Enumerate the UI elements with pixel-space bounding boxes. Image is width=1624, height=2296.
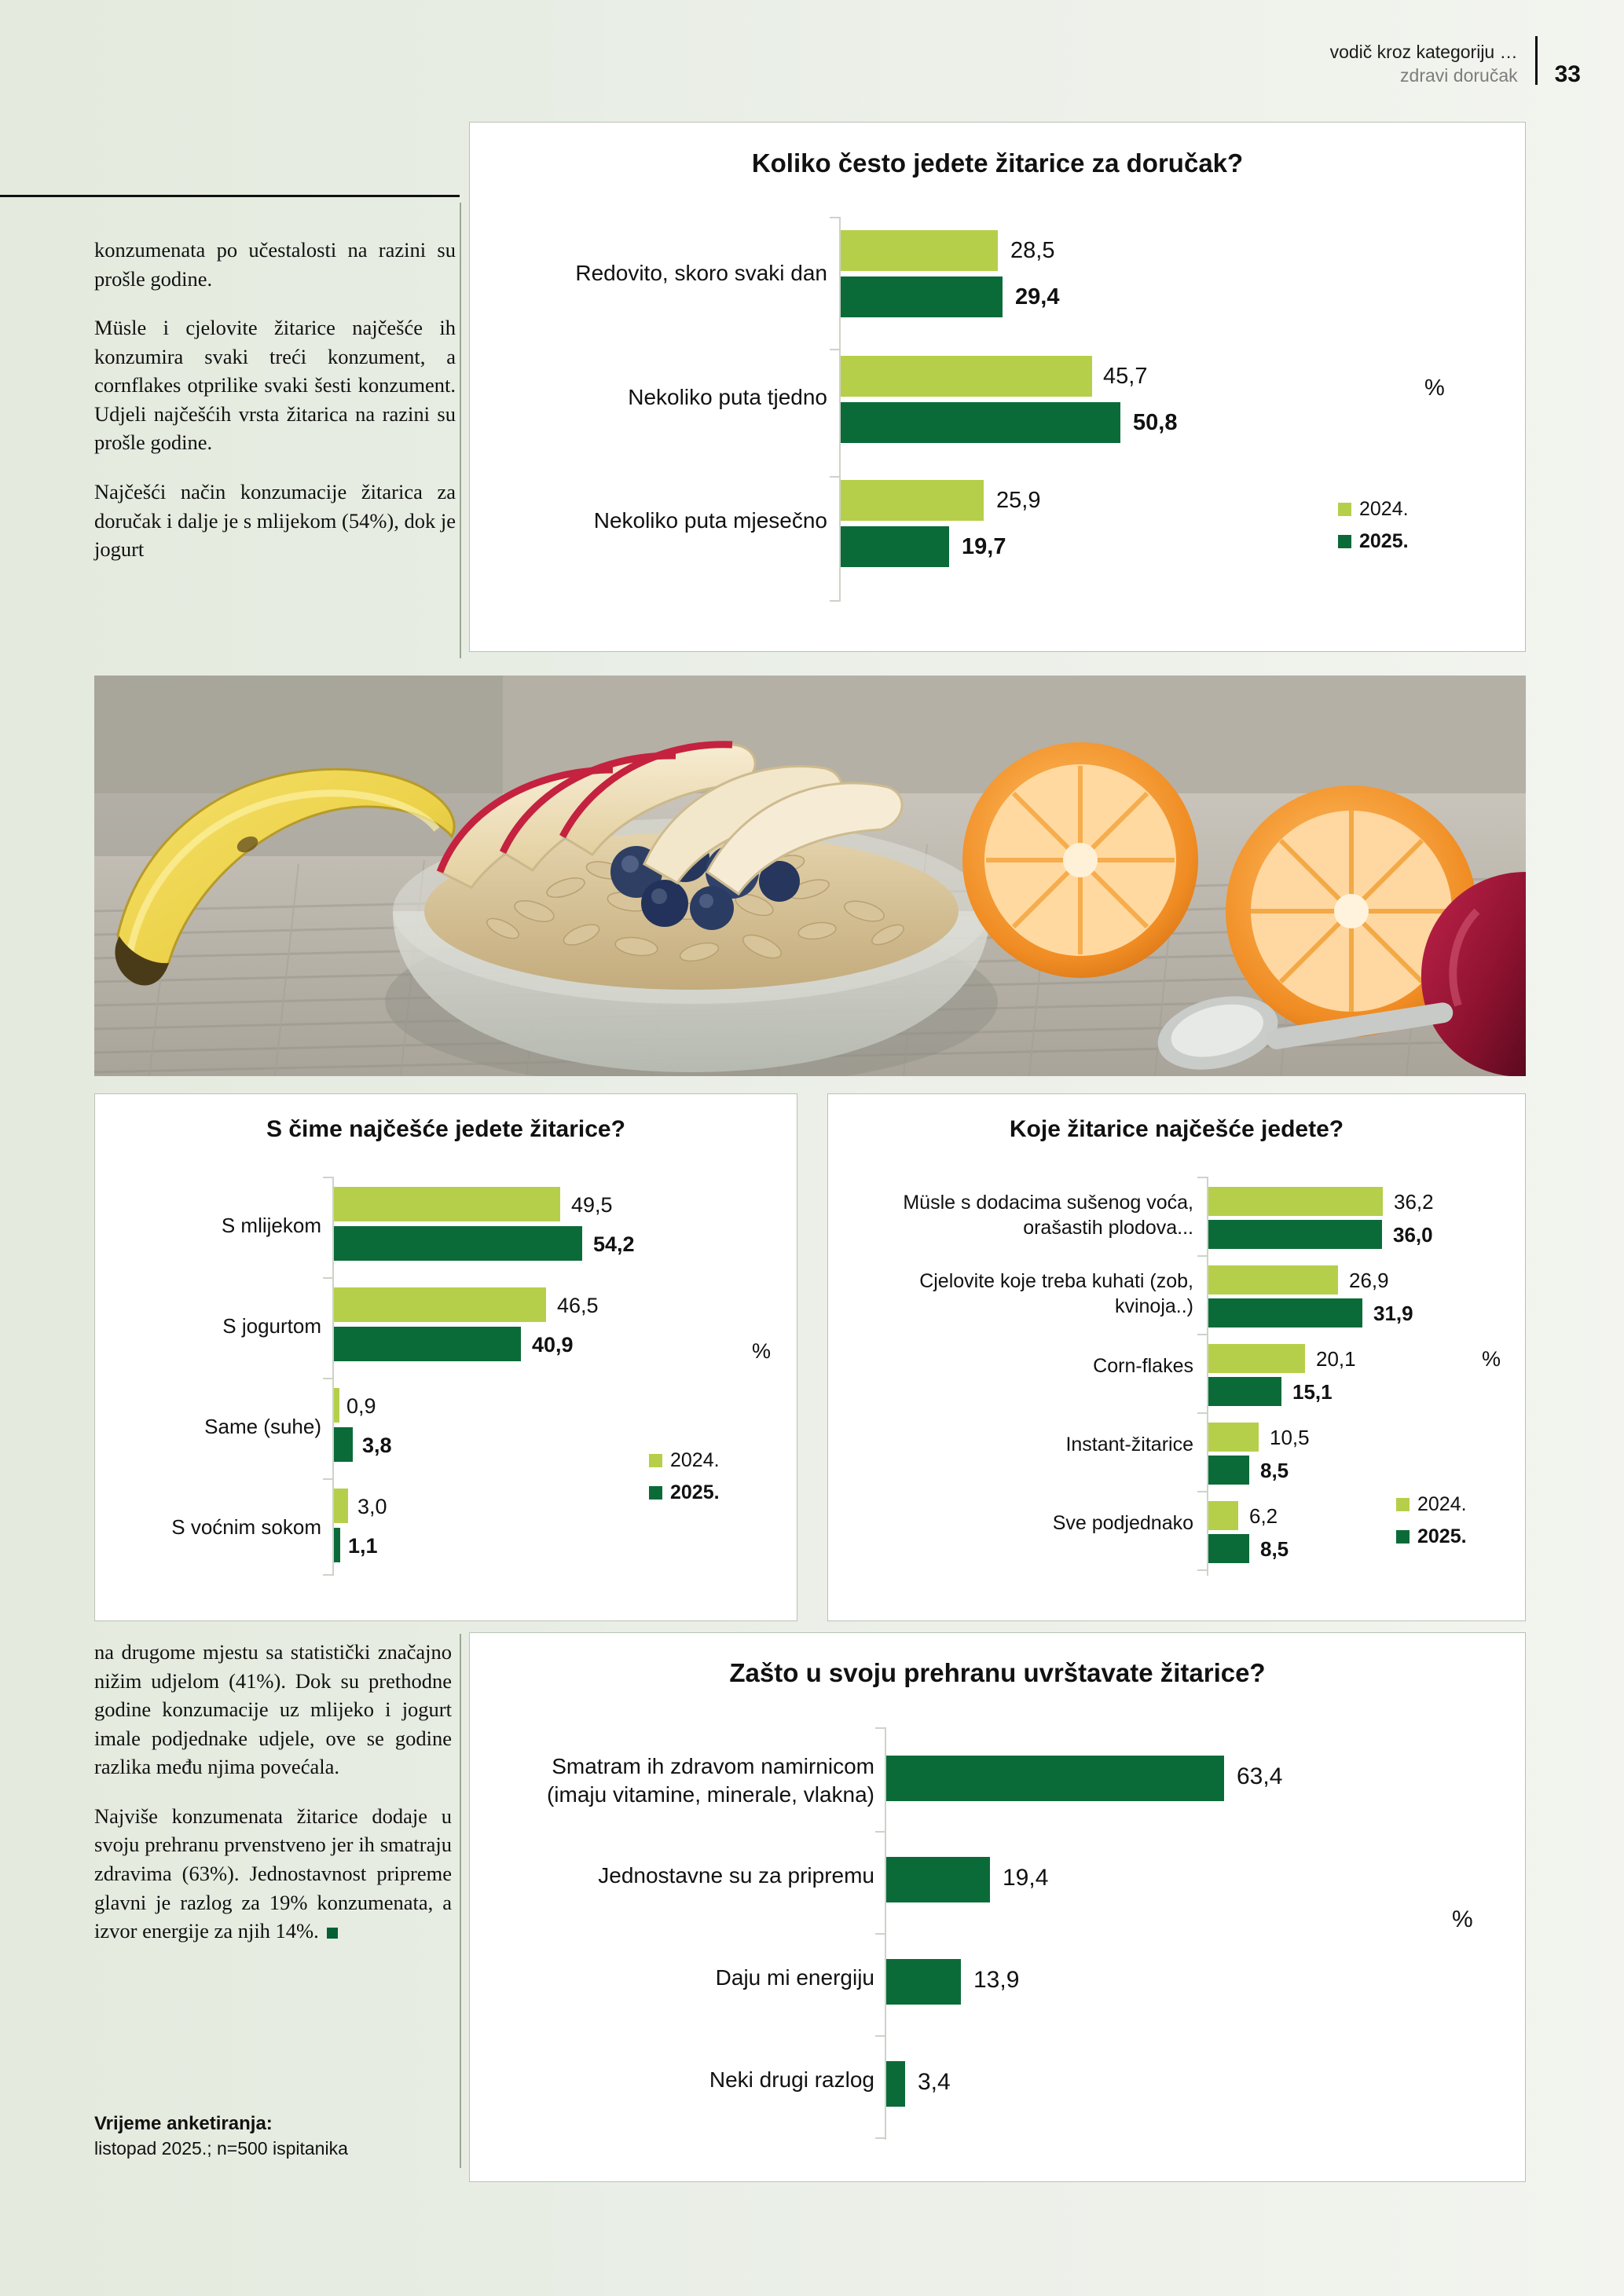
- bar-frequency-2025-2: [841, 526, 949, 567]
- bar-frequency-2024-2: [841, 480, 984, 521]
- bar-why-cereals-1: [886, 1857, 990, 1902]
- bar-value-with-what-2025-0: 54,2: [593, 1232, 635, 1256]
- legend-label-2025: 2025.: [1359, 530, 1409, 552]
- bar-value-frequency-2025-2: 19,7: [962, 534, 1006, 559]
- axis-tick: [830, 349, 839, 350]
- category-label-which-cereals-1: Cjelovite koje treba kuhati (zob, kvinoja..): [919, 1270, 1193, 1317]
- category-label-with-what-0: S mlijekom: [221, 1214, 321, 1237]
- header-line-2: zdravi doručak: [1400, 64, 1518, 86]
- legend-item-2024: [1338, 498, 1409, 521]
- axis-tick: [875, 1933, 885, 1935]
- bar-value-which-cereals-2024-2: 20,1: [1316, 1347, 1356, 1371]
- bar-value-which-cereals-2025-4: 8,5: [1260, 1537, 1289, 1561]
- bar-with-what-2024-2: [334, 1388, 339, 1423]
- bar-frequency-2024-1: [841, 356, 1092, 397]
- category-label-why-cereals-0: Smatram ih zdravom namirnicom (imaju vitamine, minerale, vlakna): [546, 1754, 874, 1807]
- bar-why-cereals-0: [886, 1756, 1224, 1801]
- category-label-with-what-2: Same (suhe): [204, 1415, 321, 1438]
- axis-tick: [830, 217, 839, 218]
- axis-tick: [323, 1277, 332, 1279]
- bar-which-cereals-2025-0: [1208, 1220, 1382, 1249]
- legend-label-2024: 2024.: [1359, 498, 1409, 520]
- closing-paragraph-2-text: Najviše konzumenata žitarice dodaje u svoju prehranu prvenstveno jer ih smatraju zdravima (63%). Jednostavnost pripreme glavni je razlog za 19% konzumenata, a izvor energije za njih 14%.: [94, 1803, 452, 1943]
- bar-value-with-what-2024-1: 46,5: [557, 1294, 599, 1317]
- axis-tick: [1197, 1569, 1207, 1571]
- axis-tick: [1197, 1412, 1207, 1414]
- category-label-which-cereals-2: Corn-flakes: [1093, 1355, 1193, 1377]
- bar-value-with-what-2025-2: 3,8: [362, 1434, 392, 1457]
- bar-with-what-2025-3: [334, 1528, 340, 1562]
- legend-label-2025: 2025.: [670, 1481, 720, 1503]
- chart-title-with-what: S čime najčešće jedete žitarice?: [266, 1116, 625, 1142]
- unit-label-frequency: %: [1424, 375, 1445, 401]
- unit-label-which-cereals: %: [1482, 1347, 1501, 1371]
- bar-value-which-cereals-2024-1: 26,9: [1349, 1269, 1389, 1292]
- axis-tick: [830, 600, 839, 602]
- bar-with-what-2025-2: [334, 1427, 353, 1462]
- axis-tick: [323, 1177, 332, 1178]
- closing-text-column: [94, 1638, 452, 1966]
- intro-paragraph-1: konzumenata po učestalosti na razini su prošle godine.: [94, 238, 456, 291]
- bar-which-cereals-2025-3: [1208, 1456, 1249, 1485]
- bar-which-cereals-2024-1: [1208, 1265, 1338, 1294]
- legend-item-2025: [1338, 530, 1409, 553]
- bar-which-cereals-2024-3: [1208, 1423, 1259, 1452]
- chart-title-frequency: Koliko često jedete žitarice za doručak?: [751, 148, 1244, 178]
- category-label-frequency-0: Redovito, skoro svaki dan: [575, 261, 827, 285]
- category-label-which-cereals-0: Müsle s dodacima sušenog voća, orašastih plodova...: [903, 1192, 1193, 1239]
- bar-frequency-2024-0: [841, 230, 998, 271]
- bar-value-which-cereals-2025-3: 8,5: [1260, 1459, 1289, 1482]
- category-label-frequency-1: Nekoliko puta tjedno: [628, 385, 827, 409]
- bar-why-cereals-3: [886, 2061, 905, 2107]
- closing-paragraph-1: na drugome mjestu sa statistički značajno nižim udjelom (41%). Dok su prethodne godine konzumacije uz mlijeko i jogurt imale podjednake udjele, ove se godine razlika među njima povećala.: [94, 1640, 452, 1779]
- chart-card-which-cereals: [827, 1093, 1526, 1621]
- bar-value-frequency-2025-0: 29,4: [1015, 284, 1060, 309]
- bar-frequency-2025-1: [841, 402, 1120, 443]
- chart-legend-which-cereals: [1396, 1493, 1467, 1558]
- bar-why-cereals-2: [886, 1959, 961, 2005]
- category-label-with-what-1: S jogurtom: [222, 1314, 321, 1338]
- bar-value-which-cereals-2024-0: 36,2: [1394, 1190, 1434, 1214]
- bar-frequency-2025-0: [841, 276, 1003, 317]
- category-label-which-cereals-4: Sve podjednako: [1052, 1512, 1193, 1534]
- chart-card-with-what: [94, 1093, 797, 1621]
- unit-label-with-what: %: [752, 1339, 772, 1363]
- chart-legend-frequency: [1338, 498, 1409, 562]
- legend-swatch-2025-icon: [649, 1486, 662, 1500]
- intro-paragraph-2: Müsle i cjelovite žitarice najčešće ih konzumira svaki treći konzument, a cornflakes otprilike svaki šesti konzument. Udjeli najčešćih vrsta žitarica na razini su prošle godine.: [94, 316, 456, 455]
- bar-with-what-2025-0: [334, 1226, 582, 1261]
- category-label-why-cereals-1: Jednostavne su za pripremu: [598, 1863, 874, 1888]
- header-line-1: vodič kroz kategoriju …: [1329, 42, 1518, 62]
- chart-title-which-cereals: Koje žitarice najčešće jedete?: [1009, 1116, 1344, 1142]
- axis-tick: [830, 476, 839, 478]
- text-column-divider-top: [460, 203, 461, 658]
- bar-value-with-what-2024-0: 49,5: [571, 1193, 613, 1217]
- legend-label-2024: 2024.: [670, 1449, 720, 1471]
- bar-value-which-cereals-2025-1: 31,9: [1373, 1302, 1413, 1325]
- legend-swatch-2025-icon: [1396, 1530, 1410, 1543]
- header-category-text: [1330, 41, 1535, 88]
- chart-legend-with-what: [649, 1449, 720, 1514]
- unit-label-why-cereals: %: [1452, 1906, 1473, 1932]
- intro-paragraph-3: Najčešći način konzumacije žitarica za doručak i dalje je s mlijekom (54%), dok je jogurt: [94, 479, 456, 562]
- chart-card-why-cereals: [469, 1632, 1526, 2182]
- left-horizontal-rule: [0, 195, 460, 197]
- bar-which-cereals-2024-4: [1208, 1501, 1238, 1530]
- bar-with-what-2024-1: [334, 1287, 546, 1322]
- bar-value-why-cereals-0: 63,4: [1237, 1763, 1283, 1789]
- axis-tick: [1197, 1334, 1207, 1335]
- axis-tick: [1197, 1491, 1207, 1492]
- survey-title: Vrijeme anketiranja:: [94, 2113, 273, 2134]
- axis-tick: [323, 1478, 332, 1480]
- category-label-with-what-3: S voćnim sokom: [171, 1515, 321, 1539]
- bar-value-with-what-2024-3: 3,0: [357, 1495, 387, 1518]
- bar-value-which-cereals-2024-4: 6,2: [1249, 1504, 1278, 1528]
- text-column-divider-bottom: [460, 1634, 461, 2168]
- bar-which-cereals-2025-1: [1208, 1298, 1362, 1327]
- bar-with-what-2025-1: [334, 1327, 521, 1361]
- category-label-why-cereals-2: Daju mi energiju: [715, 1965, 874, 1990]
- bar-with-what-2024-0: [334, 1187, 560, 1221]
- axis-tick: [1197, 1255, 1207, 1257]
- bar-value-why-cereals-2: 13,9: [973, 1967, 1020, 1993]
- legend-swatch-2024-icon: [1338, 503, 1351, 516]
- bar-value-frequency-2024-0: 28,5: [1010, 238, 1055, 263]
- bar-value-which-cereals-2025-2: 15,1: [1292, 1380, 1333, 1404]
- category-label-which-cereals-3: Instant-žitarice: [1065, 1434, 1193, 1456]
- legend-swatch-2024-icon: [649, 1454, 662, 1467]
- axis-tick: [875, 2137, 885, 2139]
- chart-title-why-cereals: Zašto u svoju prehranu uvrštavate žitarice?: [729, 1658, 1266, 1687]
- bar-value-with-what-2025-3: 1,1: [348, 1534, 378, 1558]
- closing-paragraph-2: [94, 1802, 452, 1946]
- legend-item-2025: [649, 1481, 720, 1504]
- bar-value-with-what-2025-1: 40,9: [532, 1333, 574, 1357]
- bar-value-why-cereals-3: 3,4: [918, 2069, 951, 2095]
- axis-tick: [875, 2035, 885, 2037]
- bar-which-cereals-2025-2: [1208, 1377, 1281, 1406]
- bar-which-cereals-2024-0: [1208, 1187, 1383, 1216]
- axis-tick: [875, 1831, 885, 1833]
- bar-which-cereals-2025-4: [1208, 1534, 1249, 1563]
- bar-with-what-2024-3: [334, 1489, 348, 1523]
- bar-value-frequency-2024-1: 45,7: [1103, 364, 1148, 389]
- page-header: [1330, 41, 1581, 88]
- axis-tick: [875, 1727, 885, 1729]
- legend-item-2025: [1396, 1525, 1467, 1548]
- legend-label-2025: 2025.: [1417, 1525, 1467, 1547]
- bar-value-which-cereals-2025-0: 36,0: [1393, 1223, 1433, 1247]
- bar-value-frequency-2025-1: 50,8: [1133, 410, 1178, 435]
- intro-text-column: [94, 236, 456, 584]
- legend-label-2024: 2024.: [1417, 1493, 1467, 1515]
- legend-item-2024: [1396, 1493, 1467, 1516]
- bar-value-frequency-2024-2: 25,9: [996, 488, 1041, 513]
- survey-detail: listopad 2025.; n=500 ispitanika: [94, 2138, 348, 2159]
- bar-value-with-what-2024-2: 0,9: [346, 1394, 376, 1418]
- legend-swatch-2024-icon: [1396, 1498, 1410, 1511]
- legend-item-2024: [649, 1449, 720, 1472]
- bar-value-which-cereals-2024-3: 10,5: [1270, 1426, 1310, 1449]
- axis-tick: [323, 1574, 332, 1576]
- bar-value-why-cereals-1: 19,4: [1003, 1865, 1049, 1891]
- bar-which-cereals-2024-2: [1208, 1344, 1305, 1373]
- axis-tick: [1197, 1177, 1207, 1178]
- axis-tick: [323, 1378, 332, 1379]
- legend-swatch-2025-icon: [1338, 535, 1351, 548]
- page-number: 33: [1554, 61, 1581, 87]
- category-label-why-cereals-3: Neki drugi razlog: [709, 2067, 874, 2092]
- survey-info: [94, 2113, 456, 2159]
- breakfast-photo: [94, 676, 1526, 1076]
- end-of-article-marker-icon: [327, 1928, 338, 1939]
- category-label-frequency-2: Nekoliko puta mjesečno: [593, 508, 827, 533]
- chart-card-frequency: [469, 122, 1526, 652]
